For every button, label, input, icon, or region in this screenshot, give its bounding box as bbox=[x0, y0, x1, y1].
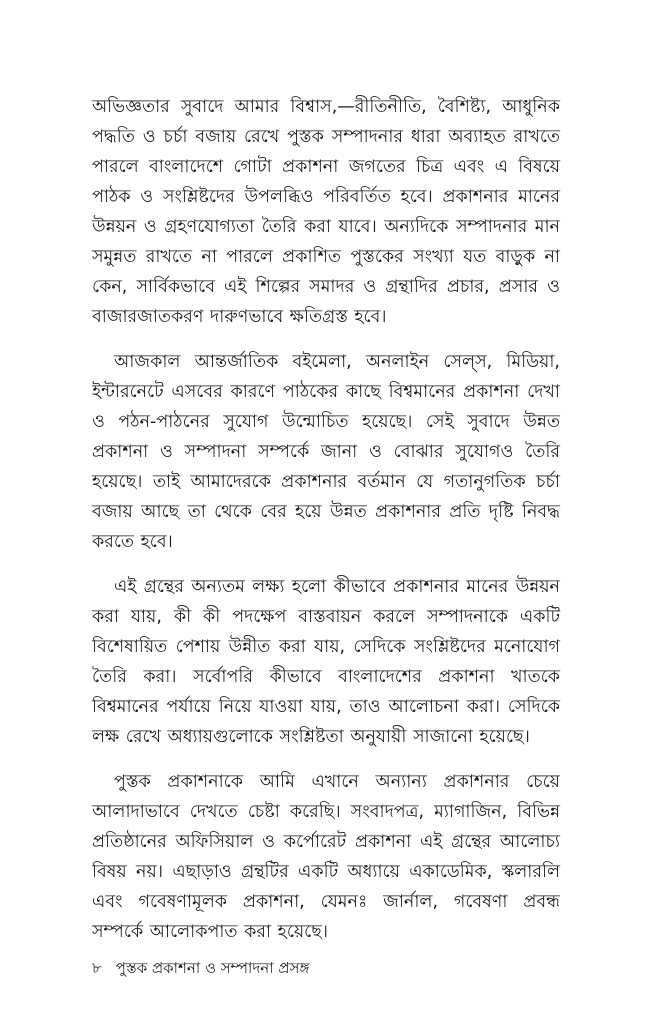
page-number: ৮ bbox=[92, 959, 102, 977]
running-title: পুস্তক প্রকাশনা ও সম্পাদনা প্রসঙ্গ bbox=[115, 959, 310, 977]
paragraph: পুস্তক প্রকাশনাকে আমি এখানে অন্যান্য প্রকাশনার চেয়ে আলাদাভাবে দেখতে চেষ্টা করেছি। সংবাদপত্র, ম্যাগাজিন, বিভিন্ন প্রতিষ্ঠানের অফিসিয়াল ও কর্পোরেট প্রকাশনা এই গ্রন্থের আলোচ্য বিষয় নয়। এছাড়াও গ্রন্থটির একটি অধ্যায়ে একাডেমিক, স্কলারলি এবং গবেষণামূলক প্রকাশনা, যেমনঃ জার্নাল, গবেষণা প্রবন্ধ সম্পর্কে আলোকপাত করা হয়েছে। bbox=[92, 772, 560, 942]
paragraph: অভিজ্ঞতার সুবাদে আমার বিশ্বাস,—রীতিনীতি, বৈশিষ্ট্য, আধুনিক পদ্ধতি ও চর্চা বজায় রেখে পুস্তক সম্পাদনার ধারা অব্যাহত রাখতে পারলে বাংলাদেশে গোটা প্রকাশনা জগতের চিত্র এবং এ বিষয়ে পাঠক ও সংশ্লিষ্টদের উপলব্ধিও পরিবর্তিত হবে। প্রকাশনার মানের উন্নয়ন ও গ্রহণযোগ্যতা তৈরি করা যাবে। অন্যদিকে সম্পাদনার মান সমুন্নত রাখতে না পারলে প্রকাশিত পুস্তকের সংখ্যা যত বাড়ুক না কেন, সার্বিকভাবে এই শিল্পের সমাদর ও গ্রন্থাদির প্রচার, প্রসার ও বাজারজাতকরণ দারুণভাবে ক্ষতিগ্রস্ত হবে। bbox=[92, 97, 560, 327]
paragraph: আজকাল আন্তর্জাতিক বইমেলা, অনলাইন সেল্‌স, মিডিয়া, ইন্টারনেটে এসবের কারণে পাঠকের কাছে বিশ্বমানের প্রকাশনা দেখা ও পঠন-পাঠনের সুযোগ উন্মোচিত হয়েছে। সেই সুবাদে উন্নত প্রকাশনা ও সম্পাদনা সম্পর্কে জানা ও বোঝার সুযোগও তৈরি হয়েছে। তাই আমাদেরকে প্রকাশনার বর্তমান যে গতানুগতিক চর্চা বজায় আছে তা থেকে বের হয়ে উন্নত প্রকাশনার প্রতি দৃষ্টি নিবদ্ধ করতে হবে। bbox=[92, 352, 560, 552]
body-text bbox=[92, 92, 560, 962]
page-footer bbox=[92, 958, 560, 978]
paragraph: এই গ্রন্থের অন্যতম লক্ষ্য হলো কীভাবে প্রকাশনার মানের উন্নয়ন করা যায়, কী কী পদক্ষেপ বাস্তবায়ন করলে সম্পাদনাকে একটি বিশেষায়িত পেশায় উন্নীত করা যায়, সেদিকে সংশ্লিষ্টদের মনোযোগ তৈরি করা। সর্বোপরি কীভাবে বাংলাদেশের প্রকাশনা খাতকে বিশ্বমানের পর্যায়ে নিয়ে যাওয়া যায়, তাও আলোচনা করা। সেদিকে লক্ষ রেখে অধ্যায়গুলোকে সংশ্লিষ্টতা অনুযায়ী সাজানো হয়েছে। bbox=[92, 577, 560, 747]
